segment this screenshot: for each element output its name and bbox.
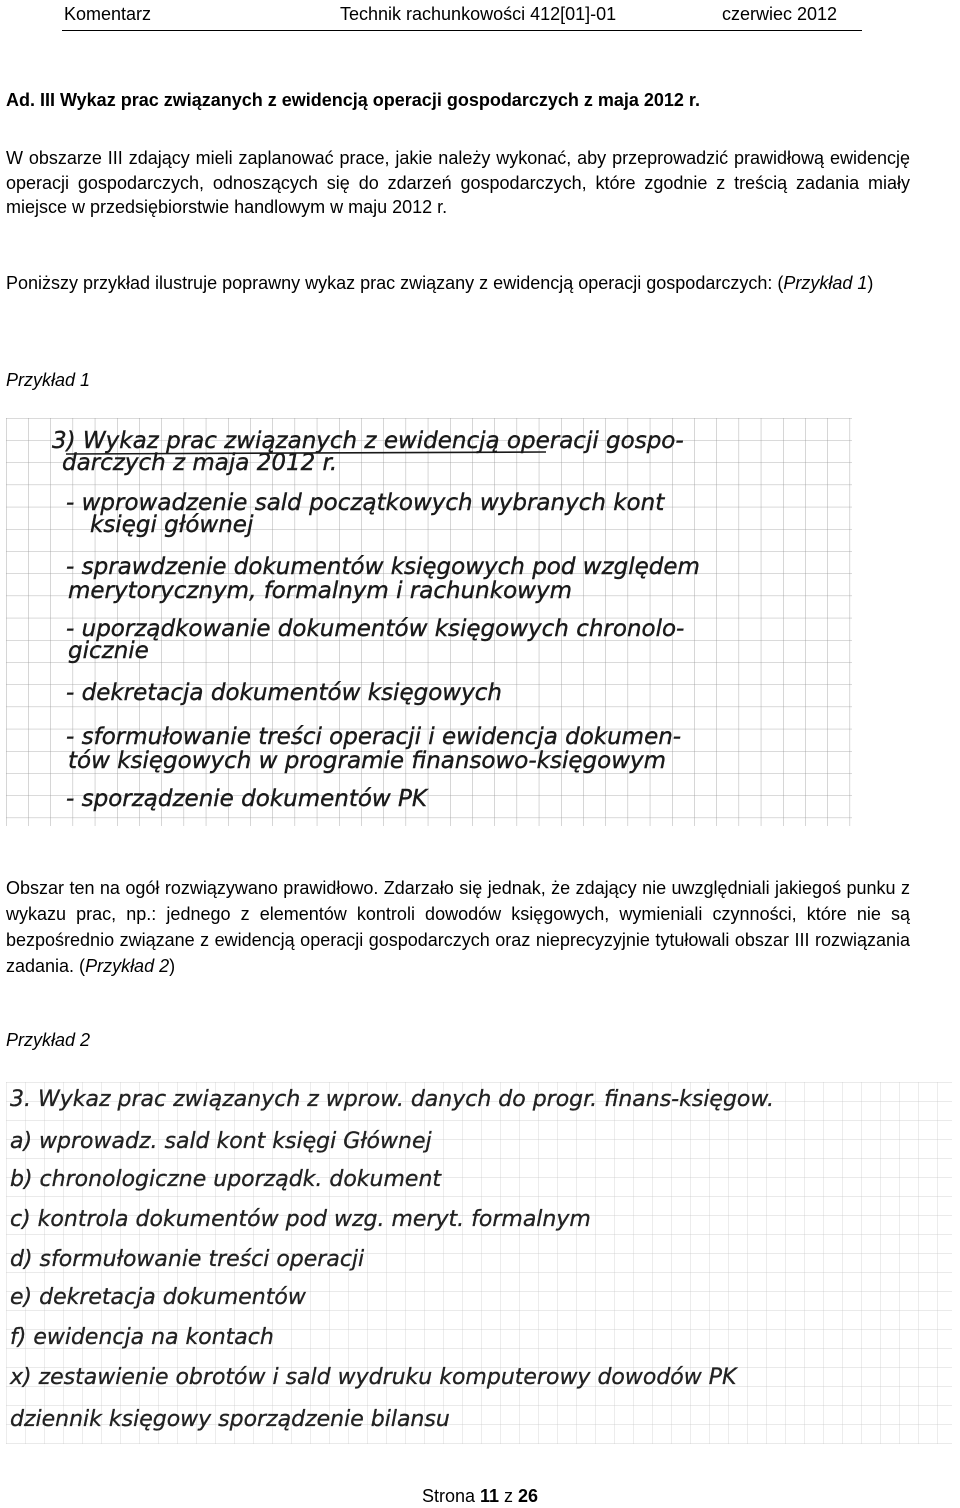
example1-line: tów księgowych w programie finansowo-księgowym bbox=[68, 748, 667, 774]
example1-line: - sprawdzenie dokumentów księgowych pod względem bbox=[66, 554, 700, 580]
paragraph2-ref: Przykład 1 bbox=[783, 273, 868, 293]
example2-line: a) wprowadz. sald kont księgi Głównej bbox=[10, 1129, 432, 1154]
example1-line: merytorycznym, formalnym i rachunkowym bbox=[68, 578, 572, 604]
example2-line: 3. Wykaz prac związanych z wprow. danych do progr. finans-księgow. bbox=[10, 1087, 774, 1112]
page-header bbox=[0, 0, 960, 30]
example1-line: - dekretacja dokumentów księgowych bbox=[66, 680, 502, 706]
handwritten-example-2 bbox=[6, 1082, 952, 1444]
header-rule bbox=[62, 30, 862, 31]
example1-line: gicznie bbox=[68, 638, 149, 664]
example1-line: - uporządkowanie dokumentów księgowych chronolo- bbox=[66, 616, 685, 642]
example2-line: f) ewidencja na kontach bbox=[10, 1325, 274, 1350]
header-center: Technik rachunkowości 412[01]-01 bbox=[340, 4, 617, 24]
header-left: Komentarz bbox=[64, 4, 152, 24]
example1-line: 3) Wykaz prac związanych z ewidencją operacji gospo- bbox=[52, 428, 684, 454]
example2-label: Przykład 2 bbox=[6, 1030, 91, 1050]
footer-mid: z bbox=[499, 1486, 519, 1506]
paragraph2-text: Poniższy przykład ilustruje poprawny wykaz prac związany z ewidencją operacji gospodarczych: ( bbox=[6, 273, 784, 293]
footer-page: 11 bbox=[479, 1486, 500, 1506]
example1-line: księgi głównej bbox=[90, 512, 254, 538]
example2-line: e) dekretacja dokumentów bbox=[10, 1285, 306, 1310]
example1-label: Przykład 1 bbox=[6, 370, 91, 390]
example1-line: - sformułowanie treści operacji i ewidencja dokumen- bbox=[66, 724, 682, 750]
paragraph-intro: W obszarze III zdający mieli zaplanować prace, jakie należy wykonać, aby przeprowadzić prawidłową ewidencję operacji gospodarczych, odnoszących się do zdarzeń gospodarczych, które zgodnie z treścią zadania miały miejsce w przedsiębiorstwie handlowym w maju 2012 r. bbox=[6, 148, 910, 217]
handwritten-example-1 bbox=[6, 418, 852, 826]
page-footer bbox=[0, 1486, 960, 1507]
footer-total: 26 bbox=[518, 1486, 539, 1506]
paragraph-example1-intro bbox=[6, 271, 910, 296]
example2-line: c) kontrola dokumentów pod wzg. meryt. formalnym bbox=[10, 1207, 591, 1232]
example1-line: - wprowadzenie sald początkowych wybranych kont bbox=[66, 490, 665, 516]
header-right: czerwiec 2012 bbox=[722, 4, 838, 24]
example1-line: - sporządzenie dokumentów PK bbox=[66, 786, 428, 812]
paragraph3-text: Obszar ten na ogół rozwiązywano prawidłowo. Zdarzało się jednak, że zdający nie uwzględniali jakiegoś punku z wykazu prac, np.: jednego z elementów kontroli dowodów księgowych, wymieniali czynności, które nie są bezpośrednio związane z ewidencją operacji gospodarczych oraz nieprecyzyjnie tytułowali obszar III rozwiązania zadania. ( bbox=[6, 878, 910, 976]
paragraph-example2-intro bbox=[6, 875, 910, 979]
section-title: Ad. III Wykaz prac związanych z ewidencją operacji gospodarczych z maja 2012 r. bbox=[6, 90, 700, 110]
example1-line: darczych z maja 2012 r. bbox=[62, 450, 338, 476]
footer-prefix: Strona bbox=[421, 1486, 480, 1506]
paragraph3-close: ) bbox=[169, 956, 176, 976]
paragraph3-ref: Przykład 2 bbox=[85, 956, 170, 976]
example2-line: d) sformułowanie treści operacji bbox=[10, 1247, 365, 1272]
paragraph2-close: ) bbox=[867, 273, 874, 293]
example2-line: b) chronologiczne uporządk. dokument bbox=[10, 1167, 442, 1192]
example2-line: x) zestawienie obrotów i sald wydruku komputerowy dowodów PK bbox=[10, 1365, 737, 1390]
example2-line: dziennik księgowy sporządzenie bilansu bbox=[10, 1407, 450, 1432]
